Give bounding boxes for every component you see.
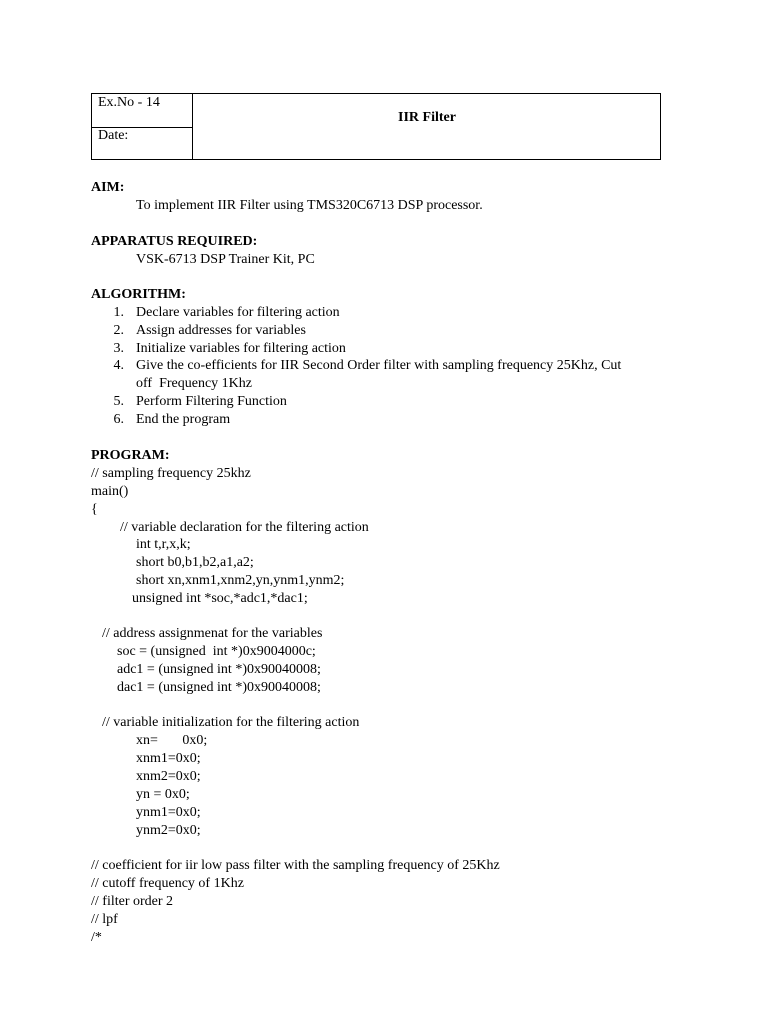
- date-label: Date:: [98, 128, 129, 143]
- code-line: unsigned int *soc,*adc1,*dac1;: [132, 591, 308, 606]
- date-cell: [92, 128, 192, 159]
- code-line: ynm1=0x0;: [136, 805, 201, 820]
- code-line: xnm1=0x0;: [136, 751, 201, 766]
- step-number: 6.: [113, 412, 124, 427]
- step-text: End the program: [136, 412, 231, 427]
- code-line: int t,r,x,k;: [136, 537, 191, 552]
- code-line: yn = 0x0;: [136, 787, 190, 802]
- step-text: Declare variables for filtering action: [136, 305, 340, 320]
- aim-heading: AIM:: [91, 180, 125, 195]
- algorithm-heading: ALGORITHM:: [91, 287, 186, 302]
- header-table: [91, 93, 661, 160]
- code-line: short xn,xnm1,xnm2,yn,ynm1,ynm2;: [136, 573, 345, 588]
- step-text: Give the co-efficients for IIR Second Order filter with sampling frequency 25Khz, Cut: [136, 358, 622, 373]
- code-line: // address assignmenat for the variables: [102, 626, 323, 641]
- code-line: xn= 0x0;: [136, 733, 208, 748]
- code-line: adc1 = (unsigned int *)0x90040008;: [117, 662, 321, 677]
- program-heading: PROGRAM:: [91, 448, 170, 463]
- ex-no: Ex.No - 14: [98, 95, 160, 110]
- code-line: // coefficient for iir low pass filter with the sampling frequency of 25Khz: [91, 858, 500, 873]
- apparatus-heading: APPARATUS REQUIRED:: [91, 234, 258, 249]
- step-text: Initialize variables for filtering action: [136, 341, 346, 356]
- code-line: // lpf: [91, 912, 118, 927]
- code-line: ynm2=0x0;: [136, 823, 201, 838]
- apparatus-text: VSK-6713 DSP Trainer Kit, PC: [136, 252, 315, 267]
- step-number: 5.: [113, 394, 124, 409]
- step-text: Assign addresses for variables: [136, 323, 306, 338]
- step-text: Perform Filtering Function: [136, 394, 287, 409]
- code-line: soc = (unsigned int *)0x9004000c;: [117, 644, 316, 659]
- code-line: short b0,b1,b2,a1,a2;: [136, 555, 254, 570]
- experiment-title: IIR Filter: [398, 110, 456, 125]
- code-line: /*: [91, 930, 102, 945]
- step-text-continued: off Frequency 1Khz: [136, 376, 252, 391]
- step-number: 3.: [113, 341, 124, 356]
- header-left-column: [92, 94, 193, 159]
- code-line: // sampling frequency 25khz: [91, 466, 251, 481]
- code-line: // variable declaration for the filtering action: [120, 520, 369, 535]
- code-line: // filter order 2: [91, 894, 174, 909]
- code-line: xnm2=0x0;: [136, 769, 201, 784]
- code-line: // cutoff frequency of 1Khz: [91, 876, 244, 891]
- code-line: dac1 = (unsigned int *)0x90040008;: [117, 680, 321, 695]
- step-number: 1.: [113, 305, 124, 320]
- code-line: main(): [91, 484, 129, 499]
- step-number: 2.: [113, 323, 124, 338]
- code-line: {: [91, 502, 98, 517]
- ex-no-cell: [92, 94, 192, 128]
- step-number: 4.: [113, 358, 124, 373]
- aim-text: To implement IIR Filter using TMS320C6713 DSP processor.: [136, 198, 483, 213]
- code-line: // variable initialization for the filtering action: [102, 715, 360, 730]
